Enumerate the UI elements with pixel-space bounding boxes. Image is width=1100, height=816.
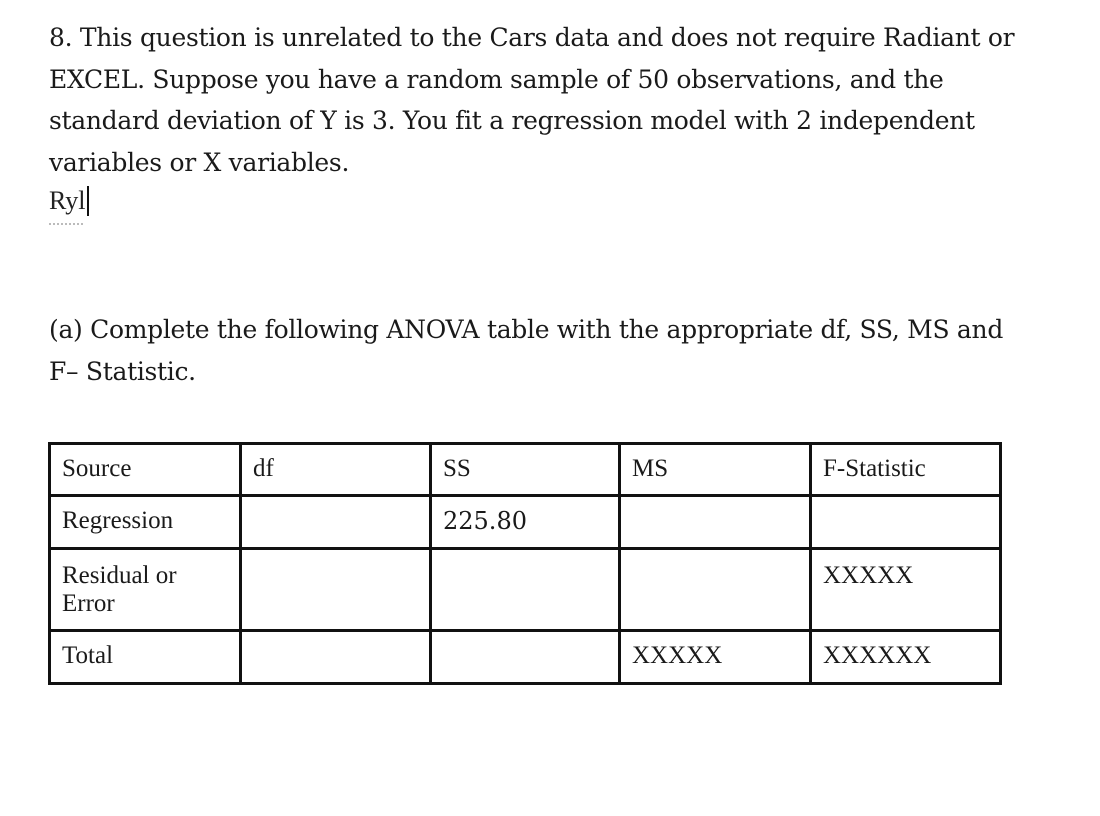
anova-table bbox=[48, 442, 1002, 685]
cell-df-input[interactable] bbox=[241, 549, 431, 631]
question-line-2: EXCEL. Suppose you have a random sample of 50 observations, and the bbox=[49, 64, 944, 94]
header-ss: SS bbox=[431, 444, 620, 496]
typed-fragment: Ryl bbox=[49, 186, 86, 215]
cell-ms-input[interactable] bbox=[620, 496, 811, 549]
header-source: Source bbox=[50, 444, 241, 496]
table-header-row bbox=[50, 444, 1001, 496]
header-ms: MS bbox=[620, 444, 811, 496]
cell-df-input[interactable] bbox=[241, 496, 431, 549]
cell-source-line-1: Residual or bbox=[62, 562, 177, 589]
cell-source-line-2: Error bbox=[62, 590, 115, 617]
cell-source bbox=[50, 549, 241, 631]
cell-ms-input[interactable] bbox=[620, 549, 811, 631]
cell-source: Regression bbox=[50, 496, 241, 549]
question-line-1: 8. This question is unrelated to the Cars data and does not require Radiant or bbox=[49, 23, 1015, 52]
cell-ss-input[interactable] bbox=[431, 631, 620, 684]
cell-ms-blocked: XXXXX bbox=[620, 631, 811, 684]
question-text bbox=[49, 17, 1049, 183]
cell-f-blocked: XXXXX bbox=[811, 549, 1001, 631]
cell-f-blocked: XXXXXX bbox=[811, 631, 1001, 684]
question-line-3: standard deviation of Y is 3. You fit a regression model with 2 independent bbox=[49, 106, 975, 135]
cell-f-input[interactable] bbox=[811, 496, 1001, 549]
question-line-4: variables or X variables. bbox=[49, 147, 350, 177]
cell-source: Total bbox=[50, 631, 241, 684]
cell-ss: 225.80 bbox=[431, 496, 620, 549]
answer-text-field[interactable] bbox=[49, 186, 89, 216]
part-a-line-2: F– Statistic. bbox=[49, 356, 196, 386]
table-row-regression bbox=[50, 496, 1001, 549]
part-a-line-1: (a) Complete the following ANOVA table with the appropriate df, SS, MS and bbox=[49, 315, 1004, 344]
cell-df-input[interactable] bbox=[241, 631, 431, 684]
header-df: df bbox=[241, 444, 431, 496]
table-row-residual bbox=[50, 549, 1001, 631]
part-a-instructions bbox=[49, 309, 1049, 392]
table-row-total bbox=[50, 631, 1001, 684]
header-f-statistic: F-Statistic bbox=[811, 444, 1001, 496]
text-cursor bbox=[87, 186, 89, 216]
spellcheck-underline bbox=[49, 220, 83, 225]
cell-ss-input[interactable] bbox=[431, 549, 620, 631]
